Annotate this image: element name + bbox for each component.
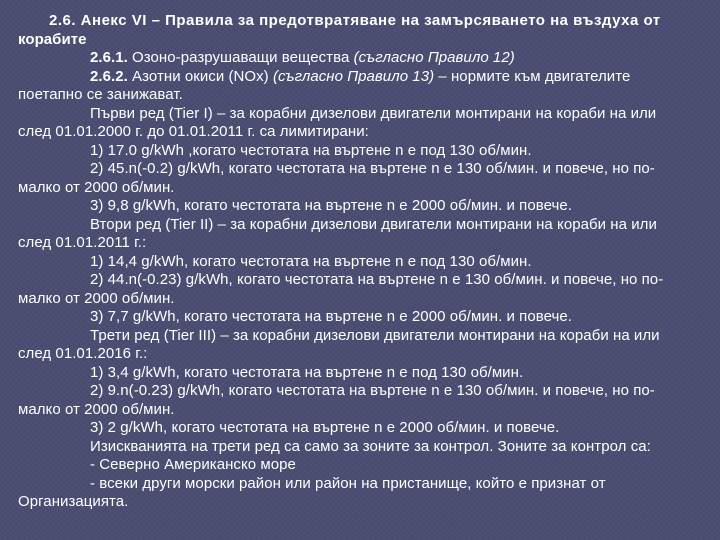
subsection-tail: – нормите към двигателите [434, 67, 631, 85]
zones-item-2-cont: Организацията. [18, 493, 129, 510]
tier1-title-cont: след 01.01.2000 г. до 01.01.2011 г. са лимитирани: [18, 123, 369, 140]
subsection-2-6-2 [18, 68, 710, 87]
subsection-2-6-1 [18, 49, 710, 68]
section-heading-cont: корабите [18, 30, 87, 48]
tier3-item-2: 2) 9.n(-0.23) g/kWh, когато честотата на въртене n е 130 об/мин. и повече, но по- [90, 382, 655, 399]
tier1-item-3: 3) 9,8 g/kWh, когато честотата на въртене n е 2000 об/мин. и повече. [90, 197, 572, 214]
paragraph-line: поетапно се занижават. [18, 86, 183, 103]
zones-item-1: - Северно Американско море [90, 456, 296, 473]
tier1-item-2: 2) 45.n(-0.2) g/kWh, когато честотата на въртене n е 130 об/мин. и повече, но по- [90, 160, 655, 177]
tier1-item-2-cont: малко от 2000 об/мин. [18, 178, 175, 196]
subsection-ref: (съгласно Правило 12) [353, 49, 515, 66]
subsection-text: Азотни окиси (NOx) [127, 67, 273, 85]
tier1-item-1: 1) 17.0 g/kWh ,когато честотата на въртене n е под 130 об/мин. [90, 141, 532, 159]
tier3-item-1: 1) 3,4 g/kWh, когато честотата на въртене n е под 130 об/мин. [90, 363, 524, 381]
tier2-item-2: 2) 44.n(-0.23) g/kWh, когато честотата на въртене n е 130 об/мин. и повече, но по- [90, 271, 664, 288]
tier2-item-1: 1) 14,4 g/kWh, когато честотата на въртене n е под 130 об/мин. [90, 252, 532, 270]
tier2-item-3: 3) 7,7 g/kWh, когато честотата на въртене n е 2000 об/мин. и повече. [90, 308, 572, 325]
section-heading: 2.6. Анекс VI – Правила за предотвратяване на замърсяването на въздуха от [49, 12, 661, 29]
subsection-text: Озоно-разрушаващи вещества [127, 49, 354, 66]
subsection-ref: (съгласно Правило 13) [272, 67, 435, 85]
tier2-title-cont: след 01.01.2011 г.: [18, 234, 147, 251]
tier3-item-3: 3) 2 g/kWh, когато честотата на въртене n е 2000 об/мин. и повече. [90, 419, 560, 436]
tier3-item-2-cont: малко от 2000 об/мин. [18, 400, 175, 418]
subsection-number: 2.6.1. [90, 49, 128, 66]
zones-intro: Изискванията на трети ред са само за зоните за контрол. Зоните за контрол са: [90, 437, 651, 455]
zones-item-2: - всеки други морски район или район на пристанище, който е признат от [90, 474, 606, 492]
tier3-title: Трети ред (Tier III) – за корабни дизелови двигатели монтирани на кораби на или [90, 326, 660, 344]
tier3-title-cont: след 01.01.2016 г.: [18, 345, 148, 362]
tier2-item-2-cont: малко от 2000 об/мин. [18, 289, 175, 307]
tier1-title: Първи ред (Tier I) – за корабни дизелови двигатели монтирани на кораби на или [90, 104, 657, 122]
subsection-number: 2.6.2. [90, 67, 128, 85]
tier2-title: Втори ред (Tier II) – за корабни дизелови двигатели монтирани на кораби на или [90, 215, 657, 233]
